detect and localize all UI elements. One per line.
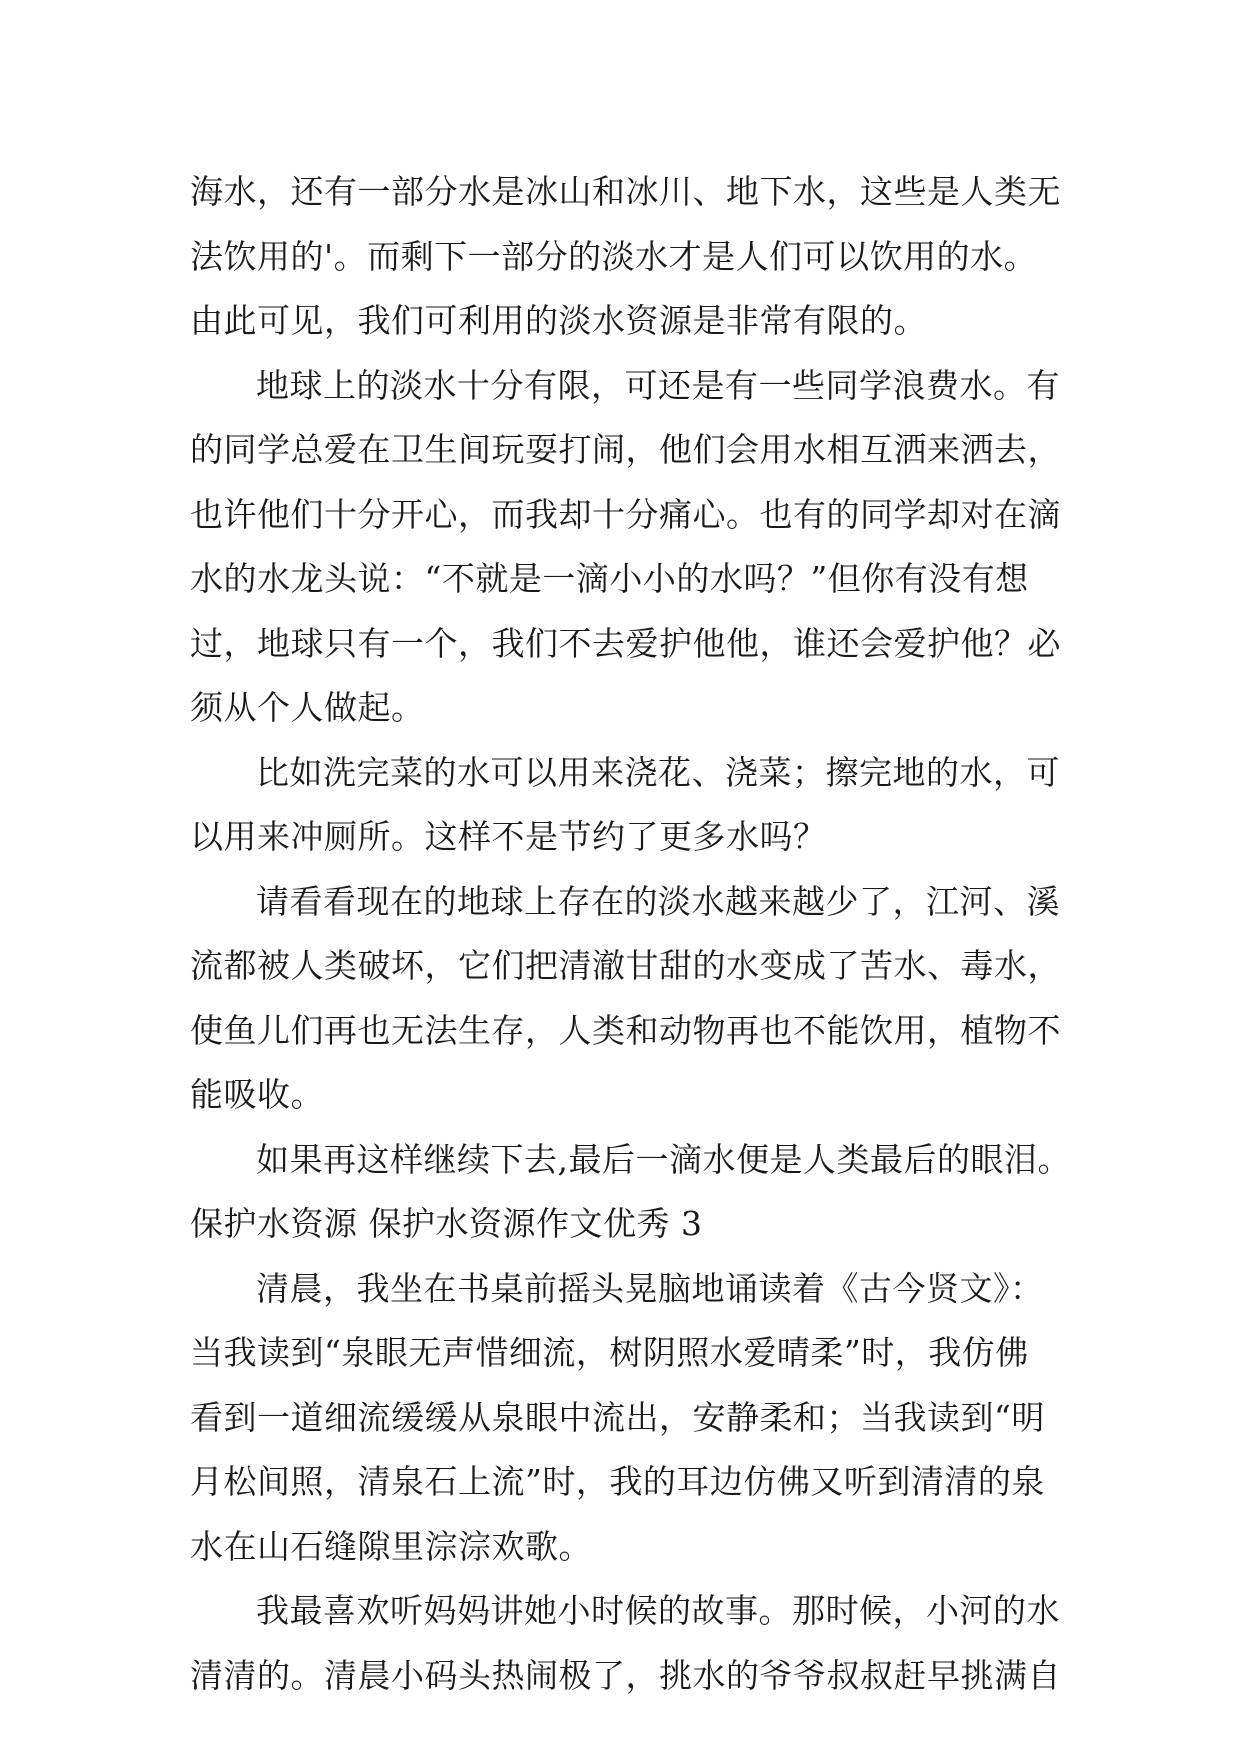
text-line: 须从个人做起。 bbox=[190, 688, 425, 727]
section-heading: 保护水资源 保护水资源作文优秀 3 bbox=[190, 1204, 703, 1243]
paragraph-start-line: 清晨，我坐在书桌前摇头晃脑地诵读着《古今贤文》： bbox=[256, 1268, 1044, 1308]
text-line: 使鱼儿们再也无法生存，人类和动物再也不能饮用，植物不 bbox=[190, 1010, 1061, 1050]
text-line: 海水，还有一部分水是冰山和冰川、地下水，这些是人类无 bbox=[190, 172, 1061, 211]
text-line: 能吸收。 bbox=[190, 1075, 324, 1114]
text-line: 月松间照，清泉石上流”时，我的耳边仿佛又听到清清的泉 bbox=[190, 1462, 1045, 1501]
paragraph-start-line: 地球上的淡水十分有限，可还是有一些同学浪费水。有 bbox=[256, 365, 1060, 405]
text-line: 清清的。清晨小码头热闹极了，挑水的爷爷叔叔赶早挑满自 bbox=[190, 1655, 1061, 1695]
text-line: 也许他们十分开心，而我却十分痛心。也有的同学却对在滴 bbox=[190, 494, 1061, 534]
paragraph-start-line: 请看看现在的地球上存在的淡水越来越少了，江河、溪 bbox=[256, 881, 1060, 921]
text-line: 法饮用的'。而剩下一部分的淡水才是人们可以饮用的水。 bbox=[190, 236, 1038, 276]
text-line: 水在山石缝隙里淙淙欢歌。 bbox=[190, 1526, 592, 1566]
paragraph-start-line: 如果再这样继续下去,最后一滴水便是人类最后的眼泪。 bbox=[256, 1139, 1071, 1179]
paragraph-start-line: 我最喜欢听妈妈讲她小时候的故事。那时候，小河的水 bbox=[256, 1591, 1060, 1630]
text-line: 的同学总爱在卫生间玩耍打闹，他们会用水相互洒来洒去， bbox=[190, 430, 1061, 469]
paragraph-start-line: 比如洗完菜的水可以用来浇花、浇菜；擦完地的水，可 bbox=[256, 752, 1060, 792]
text-line: 看到一道细流缓缓从泉眼中流出，安静柔和；当我读到“明 bbox=[190, 1397, 1045, 1437]
text-line: 过，地球只有一个，我们不去爱护他他，谁还会爱护他？必 bbox=[190, 623, 1061, 663]
document-body bbox=[190, 160, 1070, 1708]
text-line: 流都被人类破坏，它们把清澈甘甜的水变成了苦水、毒水， bbox=[190, 946, 1061, 985]
text-line: 由此可见，我们可利用的淡水资源是非常有限的。 bbox=[190, 301, 927, 340]
text-line: 水的水龙头说：“不就是一滴小小的水吗？”但你有没有想 bbox=[190, 559, 1029, 598]
text-line: 当我读到“泉眼无声惜细流，树阴照水爱晴柔”时，我仿佛 bbox=[190, 1333, 1029, 1372]
text-line: 以用来冲厕所。这样不是节约了更多水吗？ bbox=[190, 817, 827, 856]
